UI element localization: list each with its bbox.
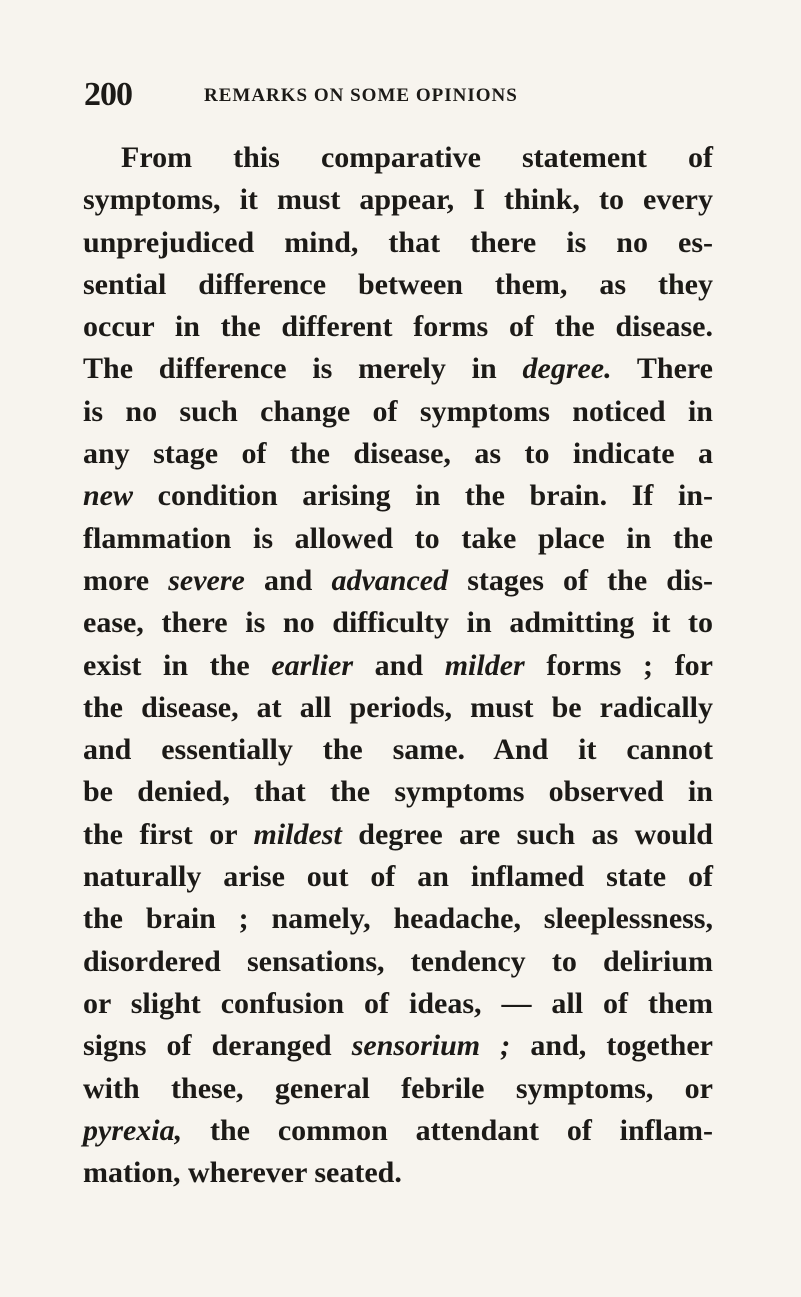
running-head <box>84 76 584 116</box>
text-line: disordered sensations, tendency to delirium <box>83 944 713 978</box>
text-line: or slight confusion of ideas, — all of them <box>83 986 713 1020</box>
text-line: The difference is merely in degree. There <box>83 352 713 386</box>
text-line: any stage of the disease, as to indicate a <box>83 437 713 471</box>
text-line: be denied, that the symptoms observed in <box>83 775 713 809</box>
text-line: exist in the earlier and milder forms ; for <box>83 648 713 682</box>
italic-emphasis: pyrexia, <box>83 1113 183 1147</box>
italic-emphasis: degree. <box>522 352 612 386</box>
running-head-title: REMARKS ON SOME OPINIONS <box>204 85 518 106</box>
text-line: with these, general febrile symptoms, or <box>83 1071 713 1105</box>
italic-emphasis: severe <box>168 563 245 597</box>
text-line: mation, wherever seated. <box>83 1156 402 1190</box>
text-line: occur in the different forms of the disease. <box>83 310 713 344</box>
text-line: the first or mildest degree are such as would <box>83 817 713 851</box>
italic-emphasis: earlier <box>271 648 353 682</box>
italic-emphasis: sensorium ; <box>351 1029 511 1063</box>
italic-emphasis: mildest <box>253 817 342 851</box>
text-line: ease, there is no difficulty in admitting it to <box>83 606 713 640</box>
italic-emphasis: new <box>83 479 134 513</box>
text-line: unprejudiced mind, that there is no es- <box>83 225 713 259</box>
text-line: naturally arise out of an inflamed state of <box>83 860 713 894</box>
text-line: pyrexia, the common attendant of inflam- <box>83 1113 713 1147</box>
text-line: the disease, at all periods, must be radically <box>83 690 713 724</box>
italic-emphasis: milder <box>444 648 525 682</box>
text-line: is no such change of symptoms noticed in <box>83 394 713 428</box>
text-line: and essentially the same. And it cannot <box>83 733 713 767</box>
text-line: sential difference between them, as they <box>83 267 713 301</box>
text-line: From this comparative statement of <box>121 141 713 174</box>
page-number: 200 <box>84 76 132 113</box>
text-line: more severe and advanced stages of the dis- <box>83 563 713 597</box>
body-paragraph <box>83 137 713 1194</box>
text-line: new condition arising in the brain. If in- <box>83 479 713 513</box>
text-line: signs of deranged sensorium ; and, together <box>83 1029 713 1063</box>
text-line: symptoms, it must appear, I think, to every <box>83 183 713 217</box>
text-line: the brain ; namely, headache, sleeplessness, <box>83 902 713 936</box>
text-line: flammation is allowed to take place in the <box>83 521 713 555</box>
italic-emphasis: advanced <box>331 563 449 597</box>
